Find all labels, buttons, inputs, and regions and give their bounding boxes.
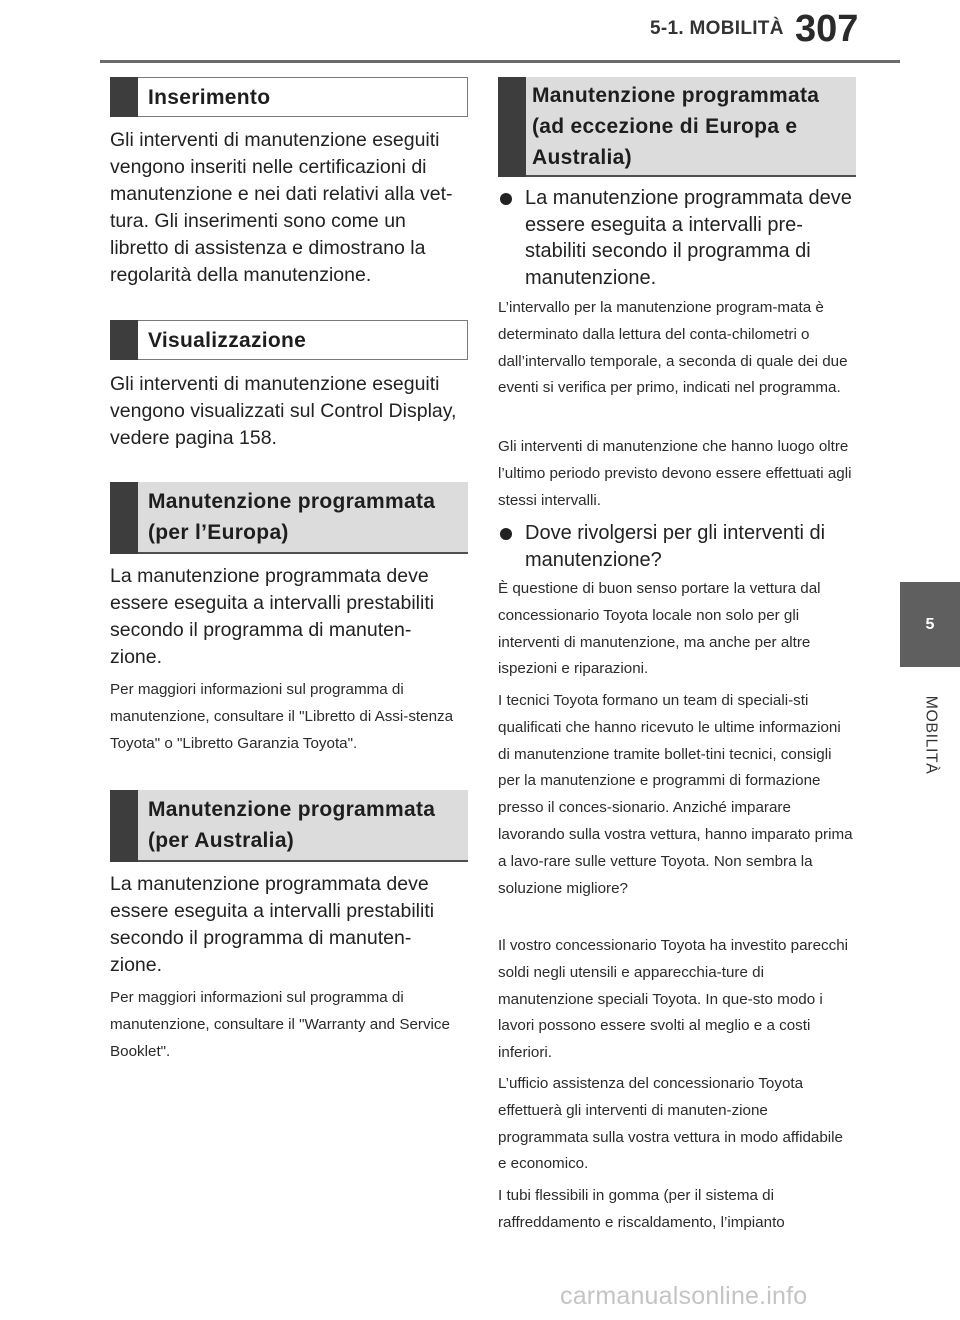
para-overdue: Gli interventi di manutenzione che hanno luogo oltre l’ultimo periodo previsto devono essere effettuati agli stessi intervalli. — [498, 438, 852, 509]
heading-europa-text — [138, 482, 468, 554]
para-service-office: L’ufficio assistenza del concessionario Toyota effettuerà gli interventi di manuten-zione programmata sulla vostra vettura in modo affidabile e economico. — [498, 1075, 843, 1173]
heading-bar — [110, 790, 138, 862]
heading-visualizzazione-text: Visualizzazione — [138, 320, 468, 360]
heading-australia — [110, 790, 468, 862]
europa-body: La manutenzione programmata deve essere eseguita a intervalli prestabiliti secondo il programma di manuten-zione. — [110, 565, 435, 668]
heading-europa-line2: (per l’Europa) — [148, 521, 289, 544]
europa-note: Per maggiori informazioni sul programma di manutenzione, consultare il "Libretto di Assi-stenza Toyota" o "Libretto Garanzia Toyota". — [110, 681, 454, 752]
para-investment: Il vostro concessionario Toyota ha investito parecchi soldi negli utensili e apparecchia-ture di manutenzione speciali Toyota. In que-sto modo i lavori possono essere svolti al meglio e a costi inferiori. — [498, 937, 849, 1062]
page-number: 307 — [795, 8, 859, 50]
heading-europa-line1: Manutenzione programmata — [148, 490, 436, 513]
heading-other-regions — [498, 77, 856, 177]
heading-inserimento — [110, 77, 468, 117]
para-rubber-hoses: I tubi flessibili in gomma (per il sistema di raffreddamento e riscaldamento, l’impianto — [498, 1187, 785, 1231]
chapter-label-vertical — [900, 680, 960, 790]
bullet-intervals — [500, 185, 856, 291]
heading-other-line2: (ad eccezione di Europa e — [532, 114, 798, 138]
para-interval-reading: L’intervallo per la manutenzione program-mata è determinato dalla lettura del conta-chilometri o dall’intervallo temporale, a seconda di quale dei due eventi si verifica per primo, indicati nel programma. — [498, 299, 848, 397]
bullet-dot-icon — [500, 193, 512, 205]
heading-inserimento-text: Inserimento — [138, 77, 468, 117]
para-common-sense: È questione di buon senso portare la vettura dal concessionario Toyota locale non solo per gli interventi di manutenzione, ma anche per altre ispezioni e riparazioni. — [498, 580, 821, 678]
heading-bar — [110, 320, 138, 360]
heading-australia-line2: (per Australia) — [148, 829, 295, 852]
header-divider — [100, 60, 900, 63]
heading-europa — [110, 482, 468, 554]
bullet-intervals-text: La manutenzione programmata deve essere eseguita a intervalli pre-stabiliti secondo il programma di manutenzione. — [525, 187, 852, 289]
running-header-section: 5-1. MOBILITÀ — [650, 18, 784, 39]
australia-note: Per maggiori informazioni sul programma di manutenzione, consultare il "Warranty and Service Booklet". — [110, 989, 450, 1060]
bullet-dot-icon — [500, 528, 512, 540]
heading-bar — [498, 77, 526, 177]
heading-australia-text — [138, 790, 468, 862]
heading-bar — [110, 77, 138, 117]
heading-bar — [110, 482, 138, 554]
heading-other-regions-text — [526, 77, 856, 177]
chapter-label-text: MOBILITÀ — [922, 695, 939, 775]
australia-body: La manutenzione programmata deve essere eseguita a intervalli prestabiliti secondo il programma di manuten-zione. — [110, 873, 435, 976]
watermark: carmanualsonline.info — [560, 1282, 808, 1310]
bullet-where — [500, 520, 856, 573]
heading-visualizzazione — [110, 320, 468, 360]
heading-other-line3: Australia) — [532, 145, 632, 169]
chapter-tab: 5 — [900, 582, 960, 667]
heading-other-line1: Manutenzione programmata — [532, 83, 820, 107]
para-technicians: I tecnici Toyota formano un team di speciali-sti qualificati che hanno ricevuto le ultime informazioni di manutenzione tramite bollet-tini tecnici, consigli per la manutenzione e programmi di formazione presso il conces-sionario. Anziché imparare lavorando sulla vostra vettura, hanno imparato prima a lavo-rare sulle vetture Toyota. Non sembra la soluzione migliore? — [498, 692, 853, 897]
heading-australia-line1: Manutenzione programmata — [148, 798, 436, 821]
bullet-where-text: Dove rivolgersi per gli interventi di manutenzione? — [525, 522, 826, 571]
inserimento-body: Gli interventi di manutenzione eseguiti vengono inseriti nelle certificazioni di manutenzione e nei dati relativi alla vet-tura. Gli inserimenti sono come un libretto di assistenza e dimostrano la regolarità della manutenzione. — [110, 129, 453, 286]
visualizzazione-body: Gli interventi di manutenzione eseguiti vengono visualizzati sul Control Display, vedere pagina 158. — [110, 373, 457, 449]
